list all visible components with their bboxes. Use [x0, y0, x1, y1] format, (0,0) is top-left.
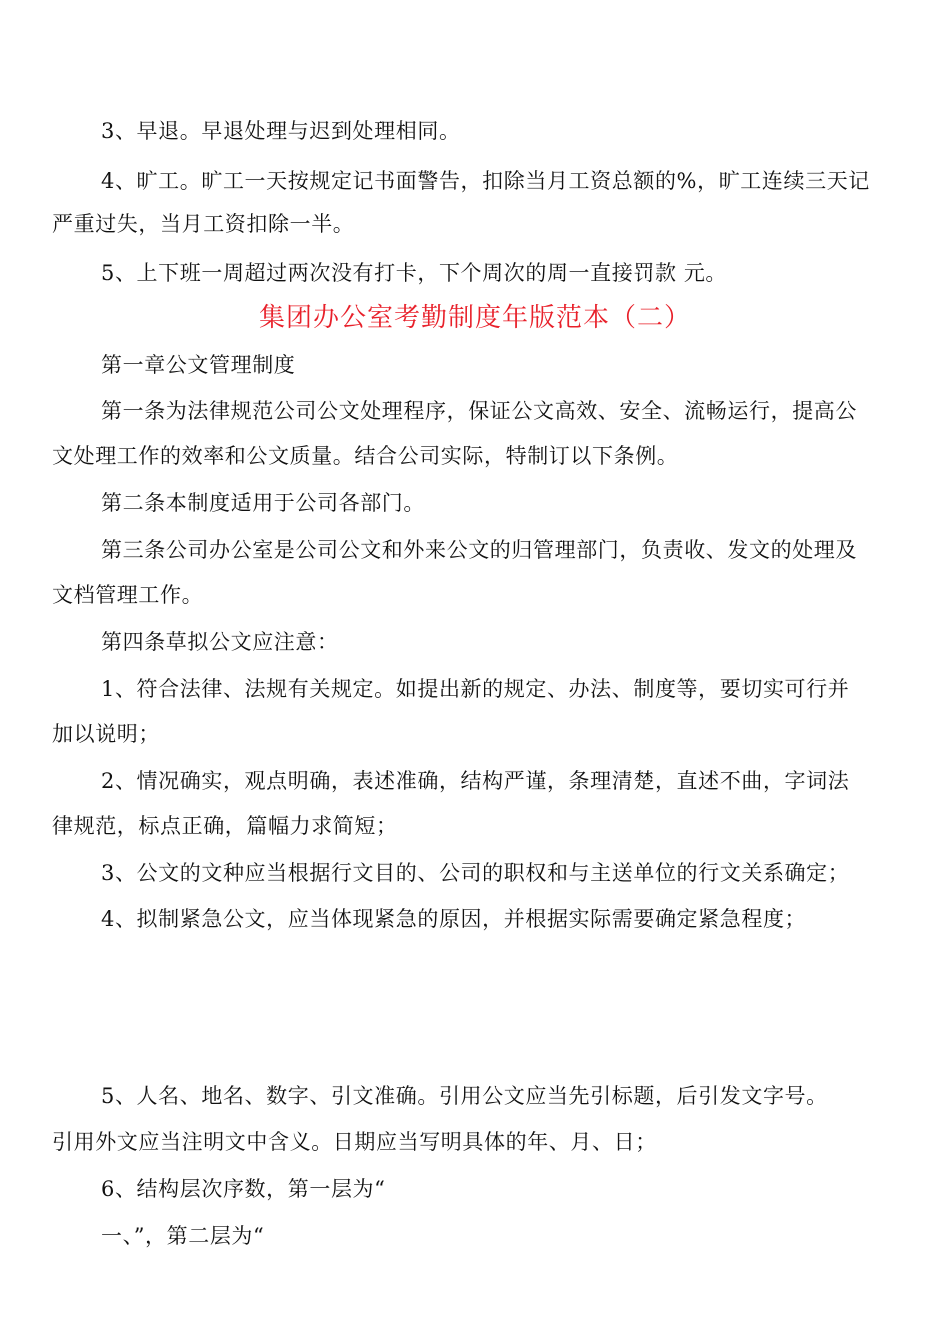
paragraph-absenteeism-cont: 严重过失，当月工资扣除一半。 — [52, 212, 355, 236]
chapter-heading: 第一章公文管理制度 — [101, 353, 296, 377]
item-6: 6、结构层次序数，第一层为“ — [101, 1177, 386, 1201]
article-1: 第一条为法律规范公司公文处理程序，保证公文高效、安全、流畅运行，提高公 — [101, 399, 857, 423]
item-5: 5、人名、地名、数字、引文准确。引用公文应当先引标题，后引发文字号。 — [101, 1084, 828, 1108]
item-2-cont: 律规范，标点正确，篇幅力求简短； — [52, 814, 398, 838]
item-2: 2、情况确实，观点明确，表述准确，结构严谨，条理清楚，直述不曲，字词法 — [101, 769, 850, 793]
item-1-cont: 加以说明； — [52, 722, 160, 746]
item-4: 4、拟制紧急公文，应当体现紧急的原因，并根据实际需要确定紧急程度； — [101, 907, 807, 931]
article-1-cont: 文处理工作的效率和公文质量。结合公司实际，特制订以下条例。 — [52, 444, 679, 468]
item-3: 3、公文的文种应当根据行文目的、公司的职权和与主送单位的行文关系确定； — [101, 861, 850, 885]
article-3: 第三条公司办公室是公司公文和外来公文的归管理部门，负责收、发文的处理及 — [101, 538, 857, 562]
item-6-cont: 一、”，第二层为“ — [101, 1224, 265, 1248]
paragraph-absenteeism: 4、旷工。旷工一天按规定记书面警告，扣除当月工资总额的%，旷工连续三天记 — [101, 169, 870, 193]
paragraph-early-leave: 3、早退。早退处理与迟到处理相同。 — [101, 119, 461, 143]
item-5-cont: 引用外文应当注明文中含义。日期应当写明具体的年、月、日； — [52, 1130, 657, 1154]
paragraph-clock-in: 5、上下班一周超过两次没有打卡，下个周次的周一直接罚款 元。 — [101, 261, 728, 285]
article-4: 第四条草拟公文应注意： — [101, 630, 339, 654]
item-1: 1、符合法律、法规有关规定。如提出新的规定、办法、制度等，要切实可行并 — [101, 677, 850, 701]
article-3-cont: 文档管理工作。 — [52, 583, 204, 607]
article-2: 第二条本制度适用于公司各部门。 — [101, 491, 425, 515]
section-title: 集团办公室考勤制度年版范本（二） — [258, 303, 691, 333]
